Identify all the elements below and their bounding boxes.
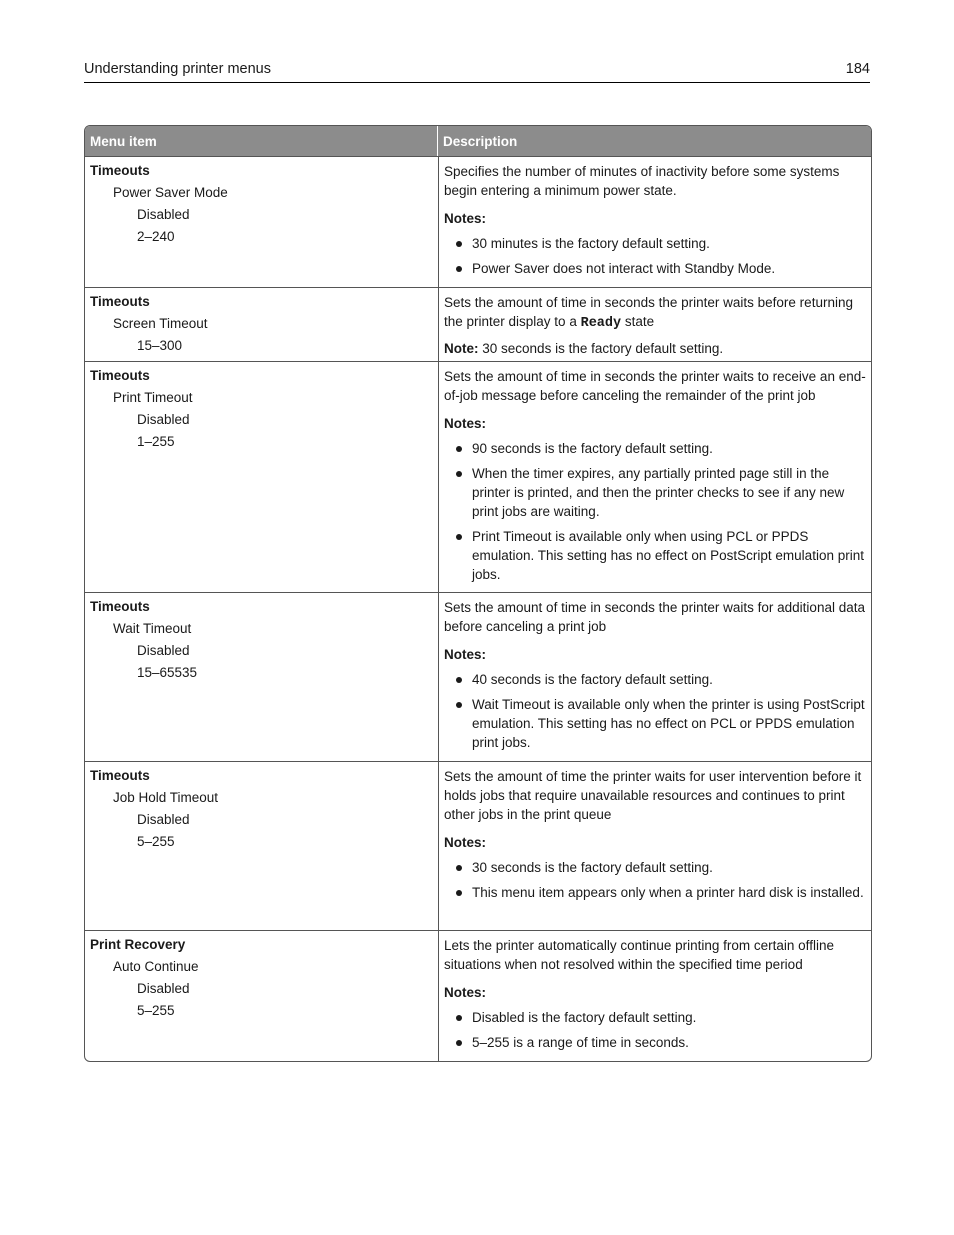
note-text: 90 seconds is the factory default setting. [472, 441, 713, 456]
table-row [85, 761, 871, 930]
menu-value: Disabled [137, 812, 190, 827]
description-cell [439, 362, 871, 592]
menu-category: Timeouts [90, 368, 150, 383]
list-item [444, 234, 867, 253]
menu-path [85, 157, 439, 287]
description-cell [439, 593, 871, 761]
menu-value: 5–255 [137, 1003, 175, 1018]
menu-path [85, 362, 439, 592]
list-item [444, 259, 867, 278]
bullet-icon [456, 677, 462, 683]
description-text: Specifies the number of minutes of inactivity before some systems begin entering a minimum power state. [444, 164, 840, 198]
note-text: 40 seconds is the factory default setting. [472, 672, 713, 687]
note-text: Print Timeout is available only when using PCL or PPDS emulation. This setting has no effect on PostScript emulation print jobs. [472, 529, 864, 582]
note-text: Wait Timeout is available only when the printer is using PostScript emulation. This setting has no effect on PCL or PPDS emulation print jobs. [472, 697, 865, 750]
bullet-icon [456, 1015, 462, 1021]
notes-heading: Notes: [444, 985, 487, 1000]
menu-category: Timeouts [90, 294, 150, 309]
note-text: Disabled is the factory default setting. [472, 1010, 697, 1025]
menu-value: Disabled [137, 412, 190, 427]
notes-list [444, 234, 867, 278]
note-text: Power Saver does not interact with Standby Mode. [472, 261, 776, 276]
list-item [444, 1008, 867, 1027]
notes-list [444, 858, 867, 902]
menu-item: Wait Timeout [113, 621, 192, 636]
page-number: 184 [845, 61, 870, 77]
notes-heading: Notes: [444, 835, 487, 850]
menu-path [85, 593, 439, 761]
menu-path [85, 762, 439, 930]
description-text-part: state [624, 314, 655, 329]
notes-heading: Notes: [444, 647, 487, 662]
table-row [85, 930, 871, 1061]
bullet-icon [456, 1040, 462, 1046]
description-text: Sets the amount of time in seconds the printer waits to receive an end-of-job message before canceling the remainder of the print job [444, 369, 866, 403]
menu-path [85, 288, 439, 361]
description-cell [439, 931, 871, 1061]
note-label: Note: [444, 341, 479, 356]
menu-category: Print Recovery [90, 937, 186, 952]
list-item [444, 883, 867, 902]
section-title: Understanding printer menus [84, 61, 271, 77]
note-text: This menu item appears only when a printer hard disk is installed. [472, 885, 864, 900]
menu-value: Disabled [137, 981, 190, 996]
menu-item: Auto Continue [113, 959, 199, 974]
notes-list [444, 439, 867, 584]
ready-code: Ready [580, 316, 622, 331]
list-item [444, 1033, 867, 1052]
description-cell [439, 288, 871, 361]
description-text: Sets the amount of time in seconds the printer waits for additional data before canceling a print job [444, 600, 865, 634]
note-text: 5–255 is a range of time in seconds. [472, 1035, 689, 1050]
menu-item: Job Hold Timeout [113, 790, 219, 805]
notes-heading: Notes: [444, 211, 487, 226]
menu-category: Timeouts [90, 163, 150, 178]
description-text-part: Sets the amount of time in seconds the printer waits before returning the printer display to a [444, 295, 853, 329]
bullet-icon [456, 241, 462, 247]
note-text: 30 seconds is the factory default setting. [472, 860, 713, 875]
notes-list [444, 1008, 867, 1052]
table-row [85, 287, 871, 361]
page-header [84, 60, 870, 83]
table-header [85, 126, 871, 156]
bullet-icon [456, 471, 462, 477]
description-text: Lets the printer automatically continue printing from certain offline situations when not resolved within the specified time period [444, 938, 834, 972]
column-header-menu-item: Menu item [85, 126, 438, 156]
list-item [444, 670, 867, 689]
table-row [85, 592, 871, 761]
menu-value: 15–65535 [137, 665, 198, 680]
menu-value: Disabled [137, 643, 190, 658]
note-text: 30 seconds is the factory default setting. [482, 341, 724, 356]
column-header-description: Description [443, 134, 518, 149]
menu-value: Disabled [137, 207, 190, 222]
note-text: 30 minutes is the factory default setting. [472, 236, 710, 251]
menu-category: Timeouts [90, 768, 150, 783]
description-cell [439, 157, 871, 287]
description-text: Sets the amount of time the printer waits for user intervention before it holds jobs that require unavailable resources and continues to print other jobs in the print queue [444, 769, 862, 822]
table-row [85, 361, 871, 592]
menu-item: Screen Timeout [113, 316, 208, 331]
description-cell [439, 762, 871, 930]
menu-item: Power Saver Mode [113, 185, 228, 200]
list-item [444, 858, 867, 877]
menu-value: 15–300 [137, 338, 183, 353]
bullet-icon [456, 266, 462, 272]
note-text: When the timer expires, any partially printed page still in the printer is printed, and then the printer checks to see if any new print jobs are waiting. [472, 466, 845, 519]
list-item [444, 464, 867, 521]
menu-table [84, 125, 872, 1062]
menu-path [85, 931, 439, 1061]
description-text [444, 293, 867, 333]
list-item [444, 439, 867, 458]
bullet-icon [456, 865, 462, 871]
bullet-icon [456, 702, 462, 708]
notes-list [444, 670, 867, 752]
notes-heading: Notes: [444, 416, 487, 431]
list-item [444, 695, 867, 752]
menu-category: Timeouts [90, 599, 150, 614]
table-row [85, 156, 871, 287]
bullet-icon [456, 446, 462, 452]
note-line [444, 339, 867, 358]
menu-value: 5–255 [137, 834, 175, 849]
menu-value: 1–255 [137, 434, 175, 449]
menu-value: 2–240 [137, 229, 175, 244]
bullet-icon [456, 534, 462, 540]
list-item [444, 527, 867, 584]
bullet-icon [456, 890, 462, 896]
menu-item: Print Timeout [113, 390, 193, 405]
